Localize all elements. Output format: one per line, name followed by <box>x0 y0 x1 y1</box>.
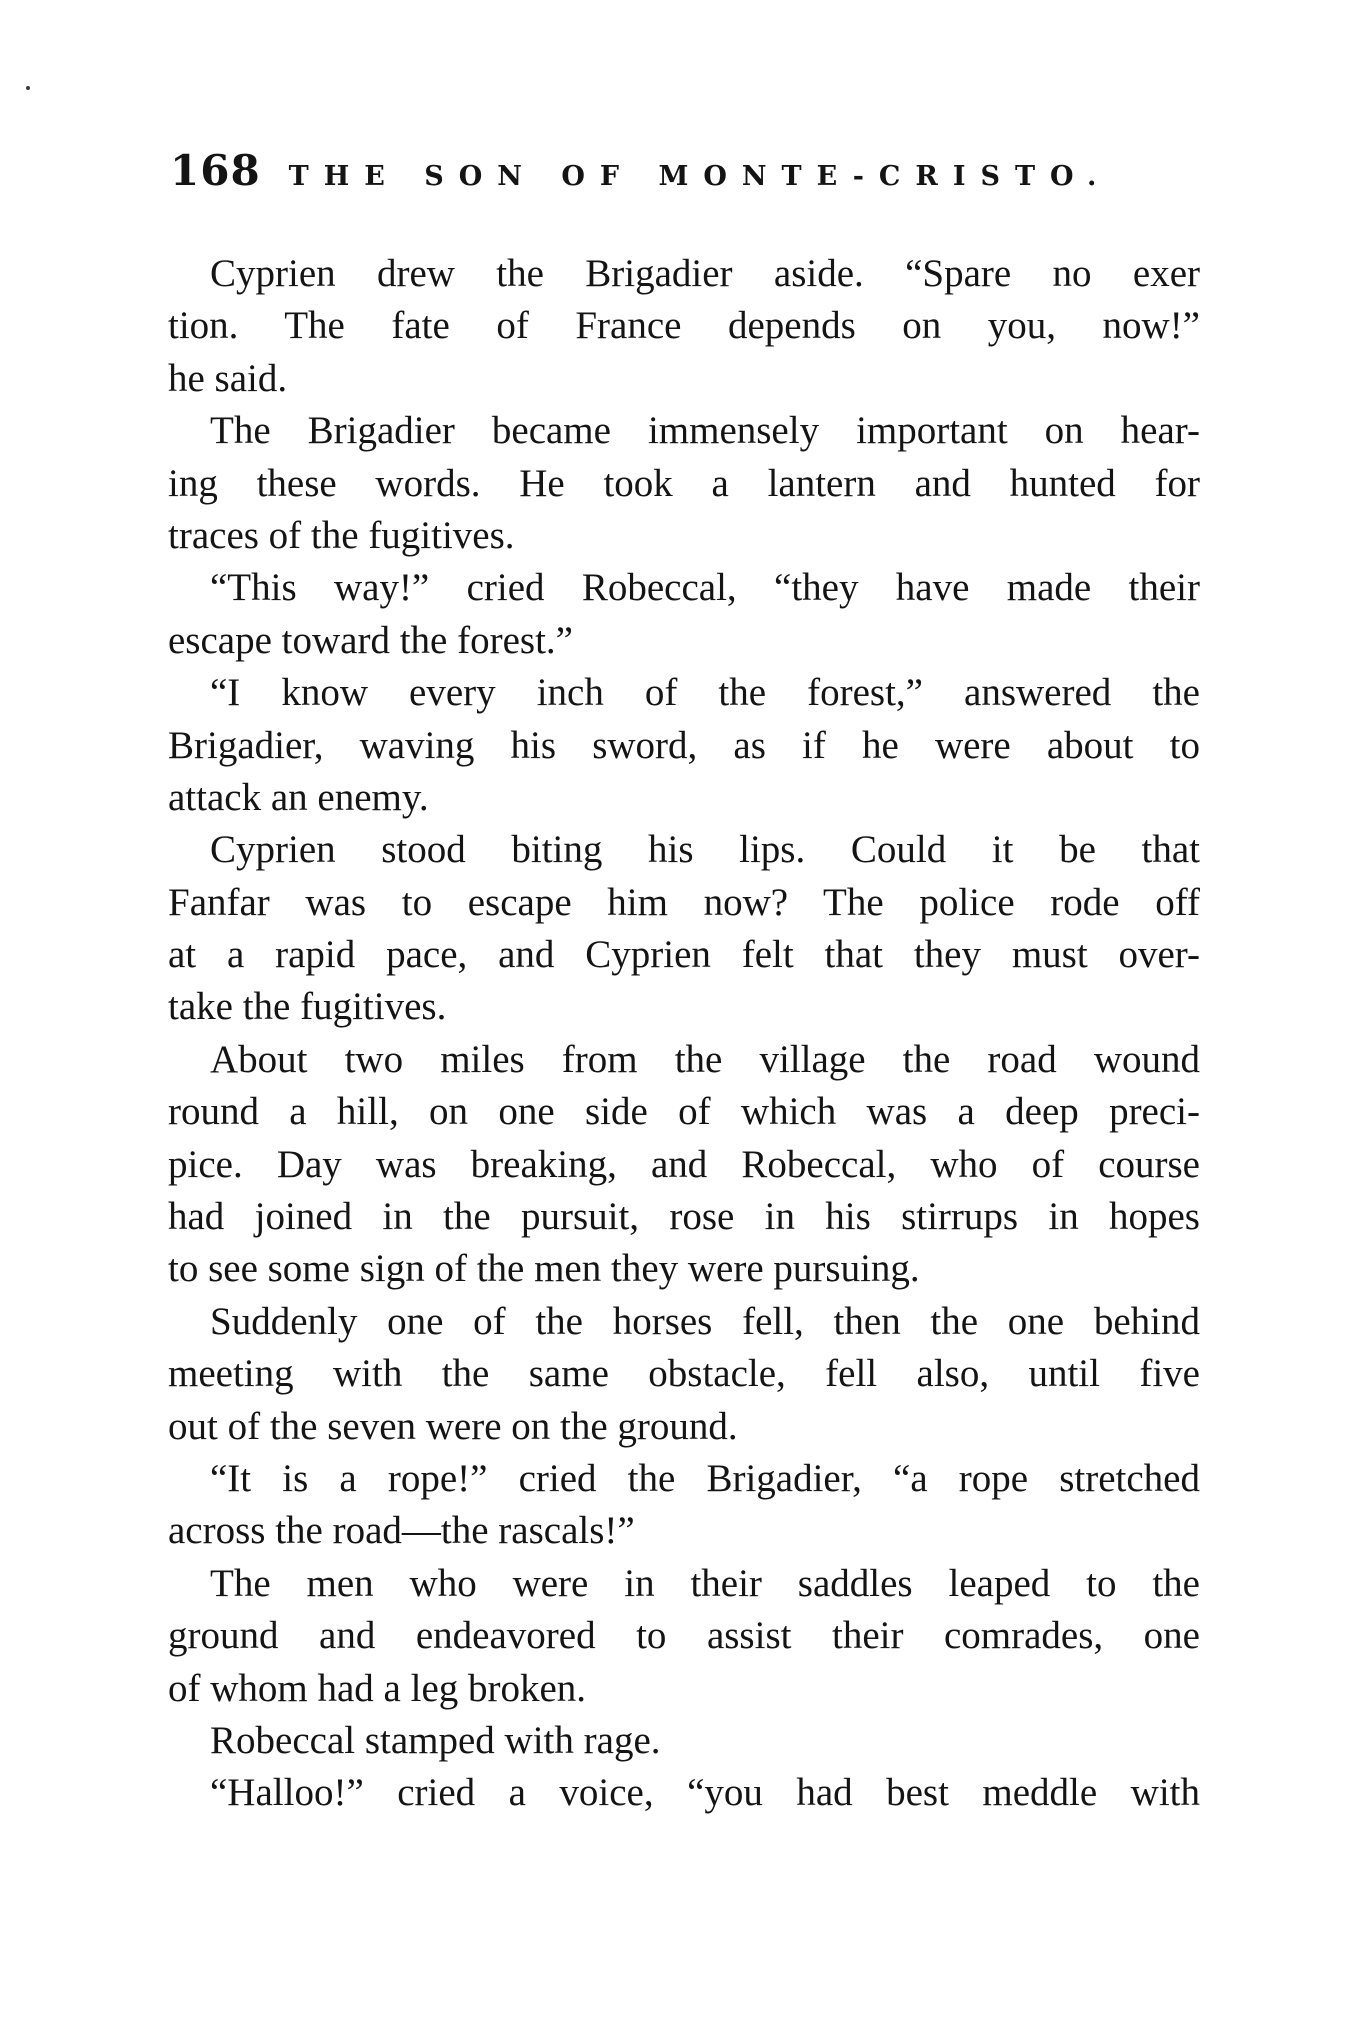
text-line: out of the seven were on the ground. <box>168 1404 738 1448</box>
text-line: pice. Day was breaking, and Robeccal, who of course <box>168 1142 1200 1186</box>
text-line: The Brigadier became immensely important on hear- <box>210 409 1200 453</box>
text-line: tion. The fate of France depends on you, now!” <box>168 304 1200 348</box>
text-line: traces of the fugitives. <box>168 513 515 557</box>
text-line: “It is a rope!” cried the Brigadier, “a rope stretched <box>210 1456 1200 1500</box>
text-line: escape toward the forest.” <box>168 618 573 662</box>
running-title: THE SON OF MONTE-CRISTO. <box>288 161 1112 192</box>
body-text <box>168 248 1200 1820</box>
text-line: Robeccal stamped with rage. <box>210 1718 661 1762</box>
text-line: round a hill, on one side of which was a deep preci- <box>168 1090 1200 1134</box>
text-line: ground and endeavored to assist their comrades, one <box>168 1614 1200 1658</box>
page-number: 168 <box>170 146 261 195</box>
text-line: “This way!” cried Robeccal, “they have made their <box>210 566 1200 610</box>
text-line: attack an enemy. <box>168 775 429 819</box>
text-line: at a rapid pace, and Cyprien felt that they must over- <box>168 933 1200 977</box>
text-line: “Halloo!” cried a voice, “you had best meddle with <box>210 1771 1200 1815</box>
text-line: About two miles from the village the road wound <box>210 1037 1200 1081</box>
text-line: Suddenly one of the horses fell, then the one behind <box>210 1299 1200 1343</box>
text-line: Fanfar was to escape him now? The police rode off <box>168 880 1200 924</box>
text-line: Brigadier, waving his sword, as if he were about to <box>168 723 1200 767</box>
print-speck <box>26 86 30 90</box>
text-line: to see some sign of the men they were pursuing. <box>168 1247 920 1291</box>
text-line: Cyprien stood biting his lips. Could it be that <box>210 828 1200 872</box>
text-line: ing these words. He took a lantern and hunted for <box>168 461 1200 505</box>
page-header <box>170 146 1170 198</box>
text-line: “I know every inch of the forest,” answered the <box>210 671 1200 715</box>
text-line: meeting with the same obstacle, fell also, until five <box>168 1352 1200 1396</box>
text-line: had joined in the pursuit, rose in his stirrups in hopes <box>168 1195 1200 1239</box>
text-line: across the road—the rascals!” <box>168 1509 635 1553</box>
text-line: take the fugitives. <box>168 985 447 1029</box>
text-line: The men who were in their saddles leaped to the <box>210 1561 1200 1605</box>
text-line: Cyprien drew the Brigadier aside. “Spare no exer <box>210 252 1200 295</box>
text-line: he said. <box>168 356 288 400</box>
text-line: of whom had a leg broken. <box>168 1666 587 1710</box>
